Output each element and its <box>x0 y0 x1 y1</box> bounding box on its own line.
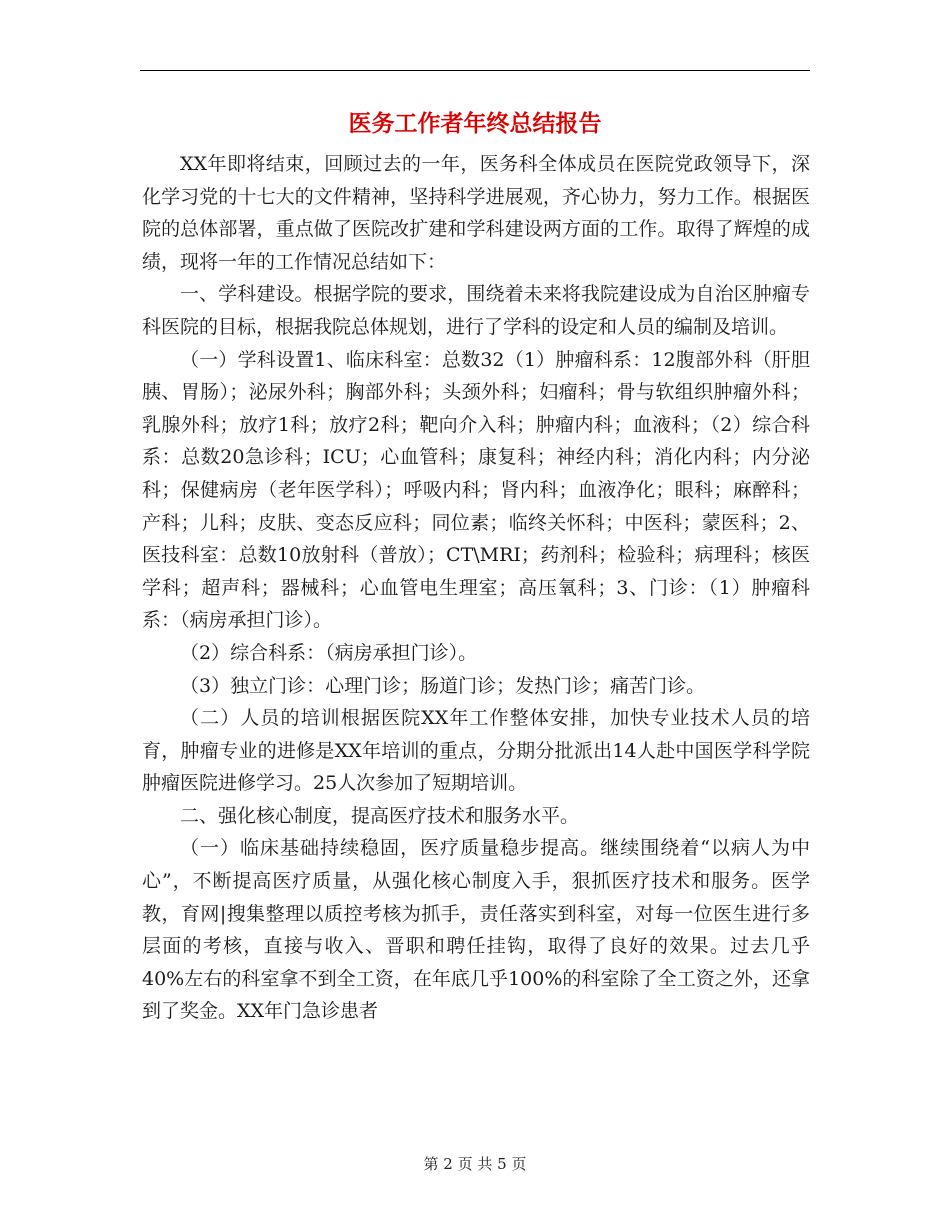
paragraph-general-departments: （2）综合科系：（病房承担门诊）。 <box>180 641 478 664</box>
paragraph-clinical-quality: （一）临床基础持续稳固，医疗质量稳步提高。继续围绕着“以病人为中心”，不断提高医疗质量，从强化核心制度入手，狠抓医疗技术和服务。医学教，育网|搜集整理以质控考核为抓手，责任落实到科室，对每一位医生进行多层面的考核，直接与收入、晋职和聘任挂钩，取得了良好的效果。过去几乎40%左右的科室拿不到全工资，在年底几乎100%的科室除了全工资之外，还拿到了奖金。XX年门急诊患者 <box>142 837 810 1023</box>
paragraph-independent-clinics: （3）独立门诊：心理门诊；肠道门诊；发热门诊；痛苦门诊。 <box>180 674 706 697</box>
paragraph-staff-training: （二）人员的培训根据医院XX年工作整体安排，加快专业技术人员的培育，肿瘤专业的进修是XX年培训的重点，分期分批派出14人赴中国医学科学院肿瘤医院进修学习。25人次参加了短期培训。 <box>142 707 810 795</box>
paragraph-core-system-heading: 二、强化核心制度，提高医疗技术和服务水平。 <box>180 804 580 827</box>
header-rule <box>140 70 810 71</box>
document-title: 医务工作者年终总结报告 <box>348 111 602 137</box>
document-body <box>142 148 810 1028</box>
paragraph-discipline-setup: （一）学科设置1、临床科室：总数32（1）肿瘤科系：12腹部外科（肝胆胰、胃肠）；泌尿外科；胸部外科；头颈外科；妇瘤科；骨与软组织肿瘤外科；乳腺外科；放疗1科；放疗2科；靶向介入科；肿瘤内科；血液科；（2）综合科系：总数20急诊科；ICU；心血管科；康复科；神经内科；消化内科；内分泌科；保健病房（老年医学科）；呼吸内科；肾内科；血液净化；眼科；麻醉科；产科；儿科；皮肤、变态反应科；同位素；临终关怀科；中医科；蒙医科；2、医技科室：总数10放射科（普放）；CT\MRI；药剂科；检验科；病理科；核医学科；超声科；器械科；心血管电生理室；高压氧科；3、门诊：（1）肿瘤科系：（病房承担门诊）。 <box>142 348 810 632</box>
paragraph-intro: XX年即将结束，回顾过去的一年，医务科全体成员在医院党政领导下，深化学习党的十七大的文件精神，坚持科学进展观，齐心协力，努力工作。根据医院的总体部署，重点做了医院改扩建和学科建设两方面的工作。取得了辉煌的成绩，现将一年的工作情况总结如下： <box>142 153 810 273</box>
paragraph-discipline-construction: 一、学科建设。根据学院的要求，围绕着未来将我院建设成为自治区肿瘤专科医院的目标，根据我院总体规划，进行了学科的设定和人员的编制及培训。 <box>142 283 810 338</box>
page-number: 第 2 页 共 5 页 <box>423 1155 527 1173</box>
